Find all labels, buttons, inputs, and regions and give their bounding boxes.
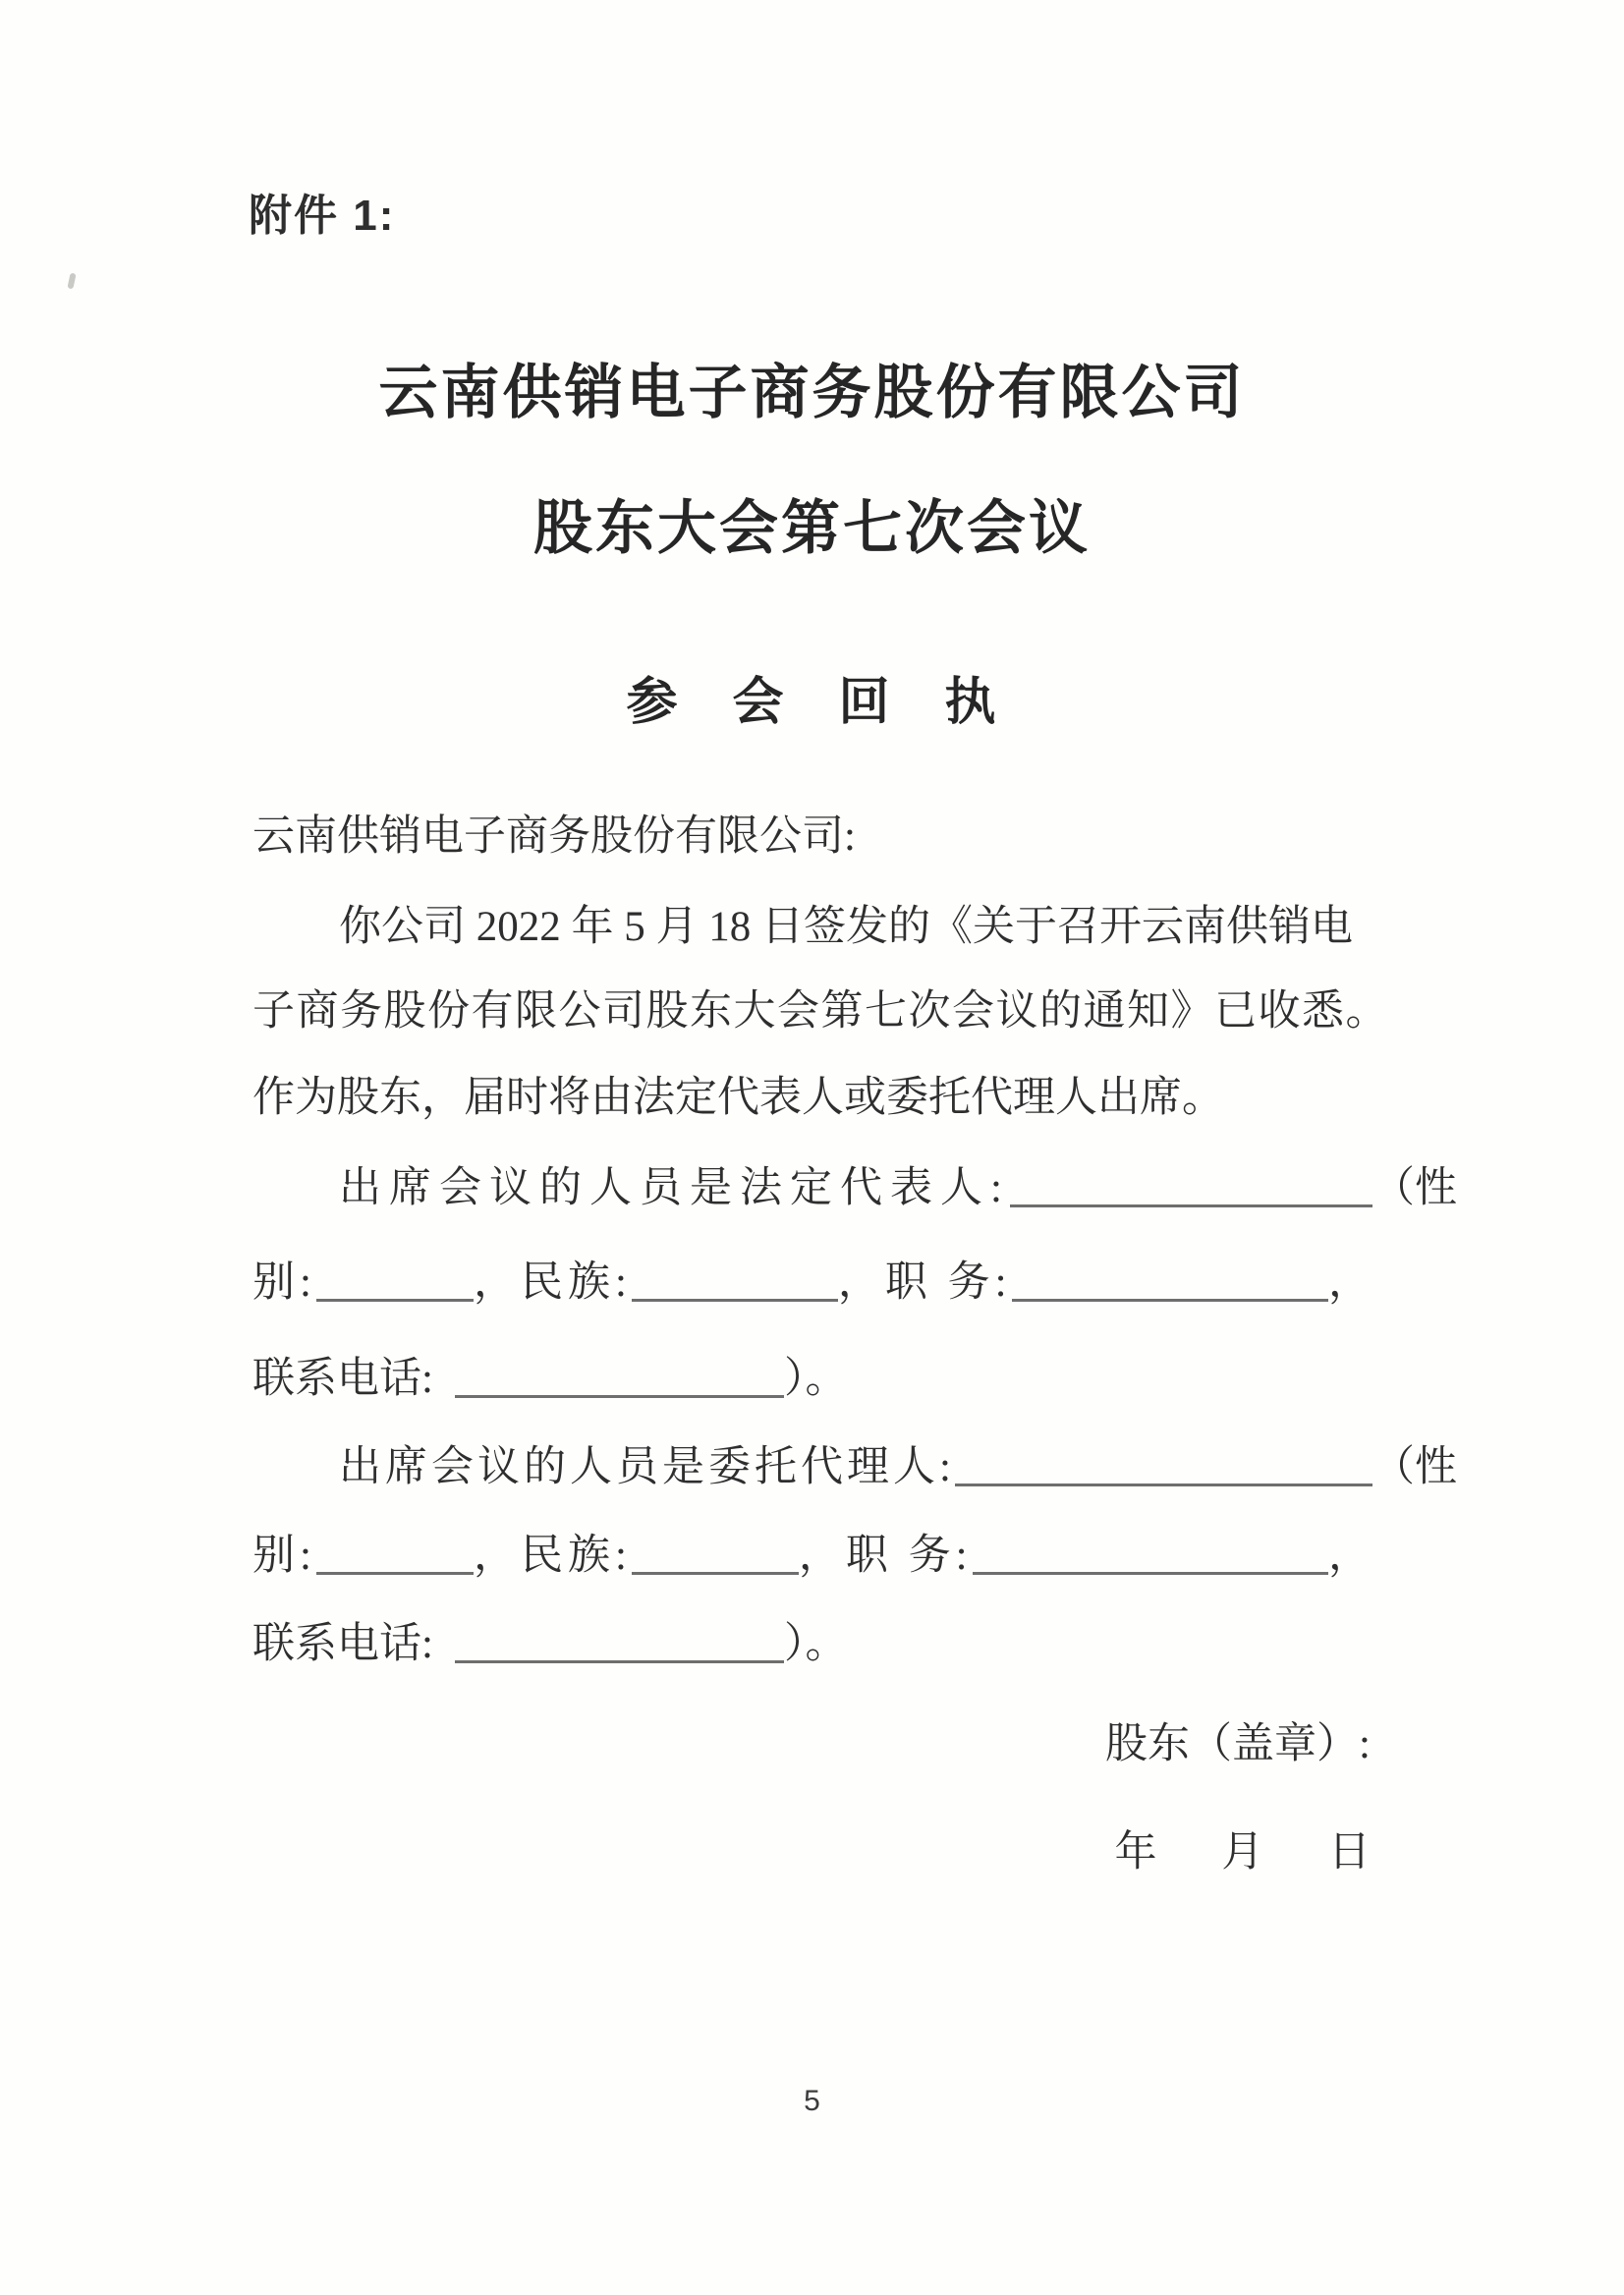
proxy-lead: 出席会议的人员是委托代理人: [339,1444,955,1490]
legal-rep-ethnic-label: ，民族: [473,1259,632,1306]
proxy-ethnic-blank [632,1572,799,1575]
proxy-line [252,1440,1457,1495]
proxy-phone-label: 联系电话: [252,1621,433,1667]
proxy-ethnic-label: ，民族: [473,1533,632,1579]
legal-rep-detail-line [252,1256,1371,1311]
legal-rep-name-blank [1010,1204,1372,1207]
document-title-line2: 股东大会第七次会议 [533,496,1091,561]
proxy-position-label: ，职 务: [798,1533,973,1579]
date-line: 年 月 日 [1114,1829,1371,1875]
legal-rep-phone-line [252,1352,1371,1407]
salutation: 云南供销电子商务股份有限公司: [252,813,856,860]
legal-rep-phone-label: 联系电话: [252,1356,433,1402]
attachment-label: 附件 1: [249,192,396,240]
proxy-detail-line [252,1529,1371,1584]
legal-rep-phone-blank [455,1395,784,1398]
proxy-paren-open: （性 [1372,1444,1457,1490]
paragraph-line-2: 子商务股份有限公司股东大会第七次会议的通知》已收悉。 [252,988,1389,1035]
proxy-position-blank [973,1572,1328,1575]
scan-artifact [67,273,76,290]
proxy-close: ）。 [783,1621,848,1667]
proxy-phone-line [252,1617,1371,1672]
proxy-gender-label: 别: [252,1533,316,1579]
paragraph-line-1: 你公司 2022 年 5 月 18 日签发的《关于召开云南供销电 [339,904,1353,950]
legal-rep-comma: ， [1328,1259,1371,1306]
shareholder-stamp-label: 股东（盖章）: [1105,1721,1371,1767]
legal-rep-gender-label: 别: [252,1259,316,1306]
legal-rep-paren-open: （性 [1372,1165,1457,1211]
legal-rep-lead: 出席会议的人员是法定代表人: [339,1165,1010,1211]
legal-rep-line [252,1161,1457,1216]
legal-rep-position-label: ，职 务: [837,1259,1012,1306]
legal-rep-close: ）。 [783,1356,848,1402]
legal-rep-gender-blank [316,1299,474,1302]
proxy-comma: ， [1328,1533,1371,1579]
document-subtitle: 参 会 回 执 [626,675,998,731]
proxy-phone-blank [455,1660,784,1663]
proxy-gender-blank [316,1572,474,1575]
paragraph-line-3: 作为股东，届时将由法定代表人或委托代理人出席。 [252,1075,1224,1121]
page-number: 5 [804,2085,820,2117]
document-title-line1: 云南供销电子商务股份有限公司 [378,361,1246,425]
proxy-name-blank [955,1483,1372,1486]
legal-rep-ethnic-blank [632,1299,838,1302]
legal-rep-position-blank [1012,1299,1328,1302]
